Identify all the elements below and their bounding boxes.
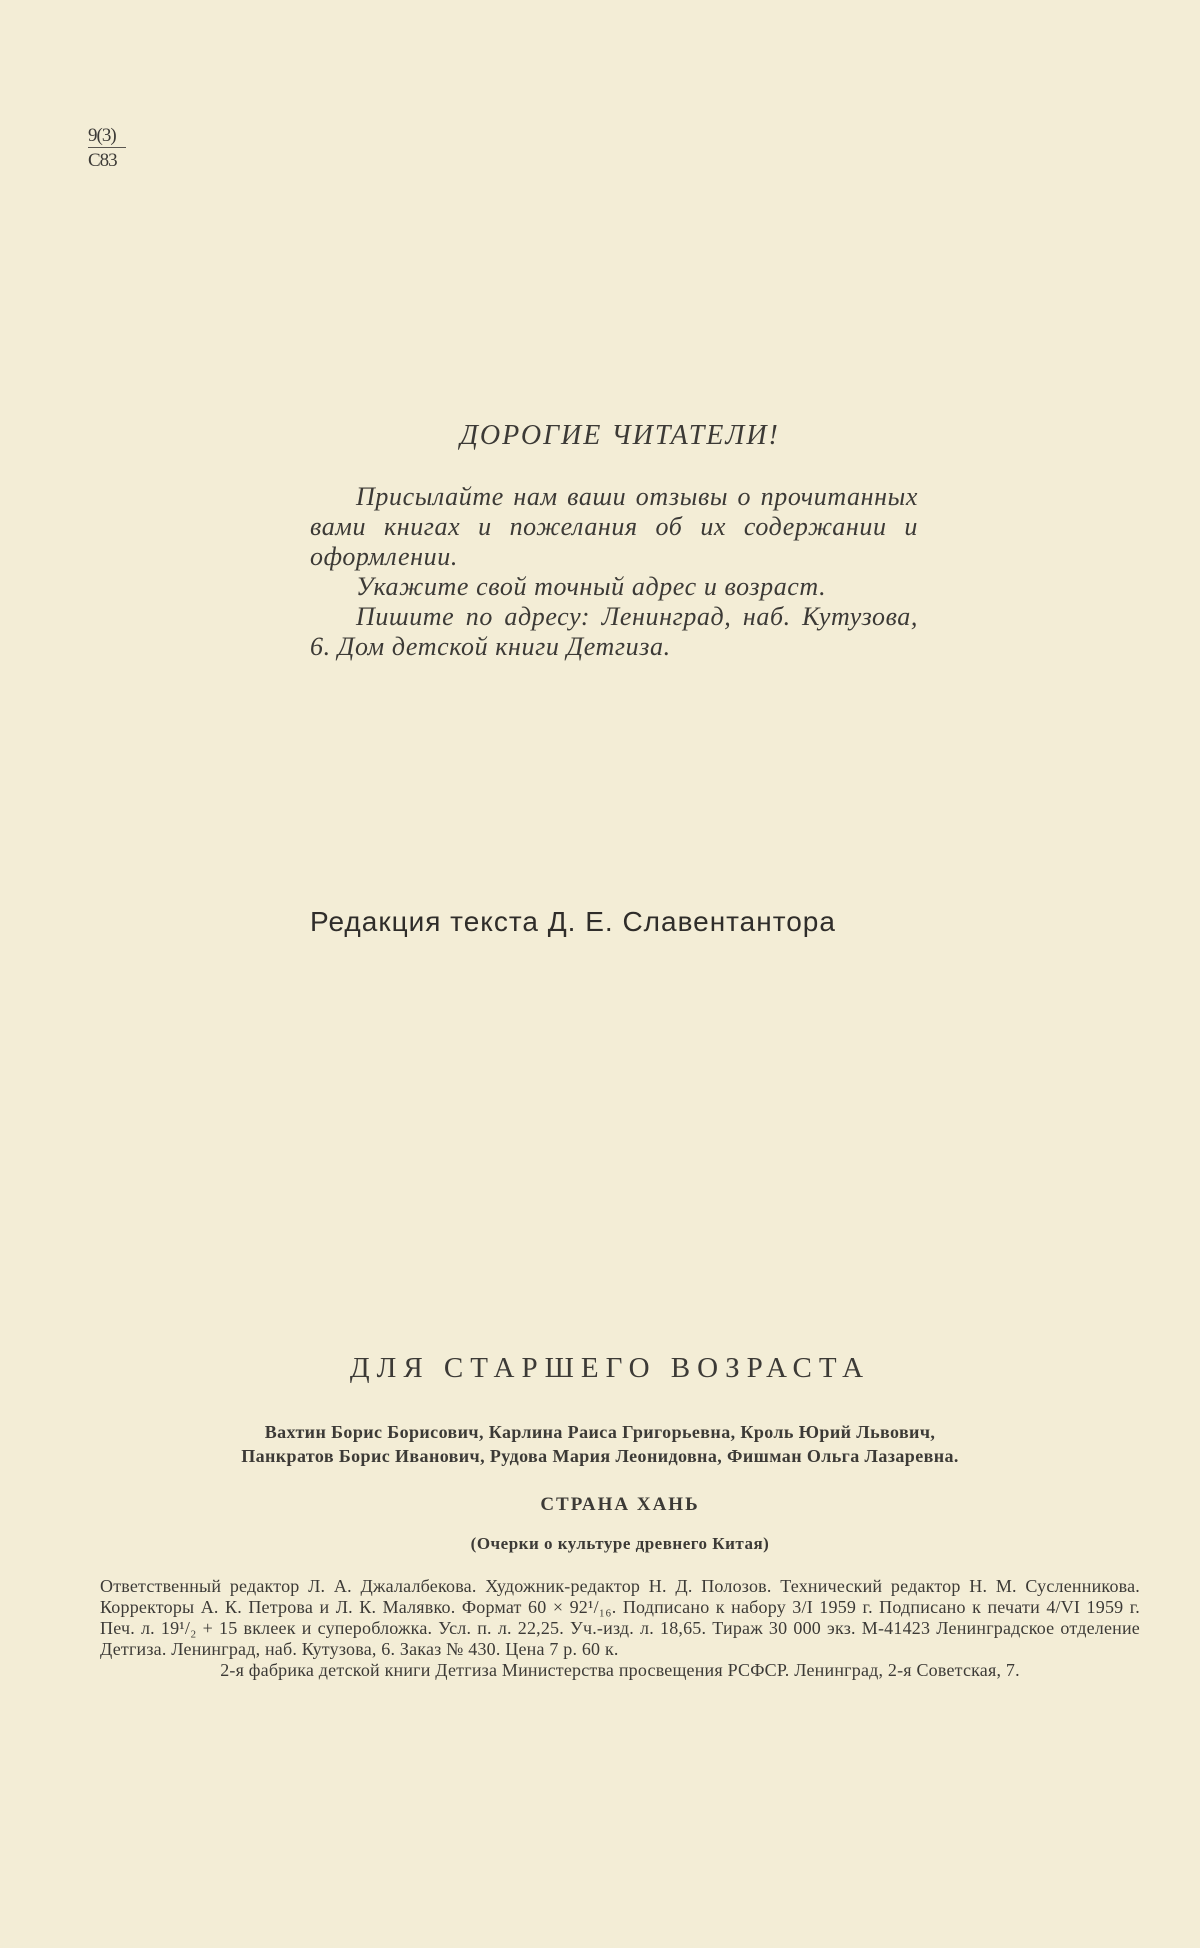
- readers-notice: [310, 482, 918, 662]
- classification-number: 9(3): [88, 126, 126, 148]
- publication-imprint: [100, 1576, 1140, 1681]
- book-title: СТРАНА ХАНЬ: [540, 1494, 700, 1515]
- readers-notice-title: ДОРОГИЕ ЧИТАТЕЛИ!: [460, 420, 780, 451]
- readers-notice-paragraph: Присылайте нам ваши отзывы о прочитанных вами книгах и пожелания об их содержании и оформлении.: [310, 482, 918, 571]
- library-classification: [88, 126, 126, 170]
- imprint-paragraph: 2-я фабрика детской книги Детгиза Министерства просвещения РСФСР. Ленинград, 2-я Советская, 7.: [220, 1660, 1020, 1680]
- text-editor-credit: Редакция текста Д. Е. Славентантора: [310, 906, 836, 937]
- classification-code: C83: [88, 150, 117, 171]
- readers-notice-paragraph: Укажите свой точный адрес и возраст.: [356, 572, 827, 601]
- authors-line: Вахтин Борис Борисович, Карлина Раиса Григорьевна, Кроль Юрий Львович,: [264, 1422, 936, 1442]
- age-group-label: ДЛЯ СТАРШЕГО ВОЗРАСТА: [349, 1352, 871, 1384]
- imprint-paragraph: Ответственный редактор Л. А. Джалалбекова. Художник-редактор Н. Д. Полозов. Технический редактор Н. М. Сусленникова. Корректоры А. К. Петрова и Л. К. Малявко. Формат 60 × 92¹/₁₆. Подписано к набору 3/I 1959 г. Подписано к печати 4/VI 1959 г. Печ. л. 19¹/₂ + 15 вклеек и суперобложка. Усл. п. л. 22,25. Уч.-изд. л. 18,65. Тираж 30 000 экз. М-41423 Ленинградское отделение Детгиза. Ленинград, наб. Кутузова, 6. Заказ № 430. Цена 7 р. 60 к.: [100, 1576, 1140, 1659]
- authors-line: Панкратов Борис Иванович, Рудова Мария Леонидовна, Фишман Ольга Лазаревна.: [241, 1446, 959, 1466]
- readers-notice-paragraph: Пишите по адресу: Ленинград, наб. Кутузова, 6. Дом детской книги Детгиза.: [310, 602, 918, 661]
- book-subtitle: (Очерки о культуре древнего Китая): [470, 1534, 770, 1553]
- authors-list: [0, 1420, 1200, 1468]
